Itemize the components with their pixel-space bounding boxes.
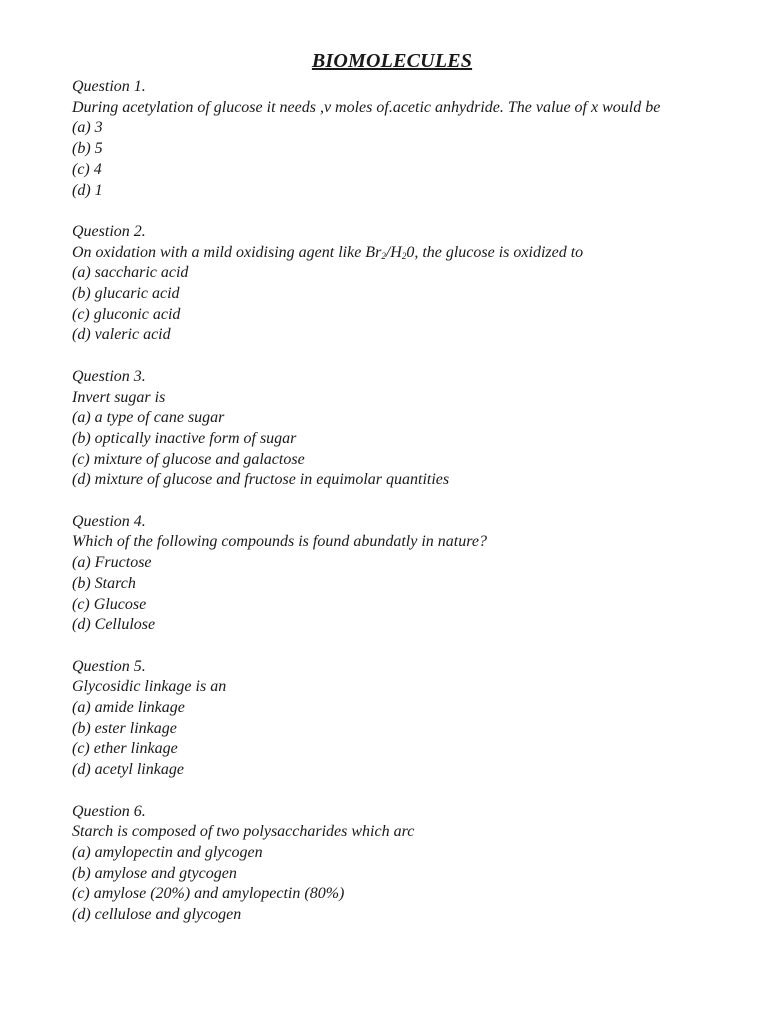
question-spacer xyxy=(72,636,712,657)
option-c: (c) amylose (20%) and amylopectin (80%) xyxy=(72,885,345,903)
question-prompt: Invert sugar is xyxy=(72,388,166,406)
option-b: (b) glucaric acid xyxy=(72,285,180,303)
question-prompt xyxy=(72,243,712,264)
option-a: (a) a type of cane sugar xyxy=(72,409,225,427)
document-title: BIOMOLECULES xyxy=(311,50,473,72)
question-spacer xyxy=(72,781,712,802)
question-heading: Question 2. xyxy=(72,222,146,240)
question-spacer xyxy=(72,201,712,222)
question-heading: Question 4. xyxy=(72,512,146,530)
option-b: (b) 5 xyxy=(72,140,103,158)
question-heading: Question 5. xyxy=(72,657,146,675)
subscript: 2 xyxy=(401,250,407,261)
option-c: (c) gluconic acid xyxy=(72,305,181,323)
option-list xyxy=(72,408,712,491)
option-list xyxy=(72,118,712,201)
question-2 xyxy=(72,222,712,367)
option-d: (d) 1 xyxy=(72,181,103,199)
option-d: (d) valeric acid xyxy=(72,326,171,344)
option-list xyxy=(72,698,712,781)
option-d: (d) acetyl linkage xyxy=(72,761,184,779)
option-d: (d) Cellulose xyxy=(72,616,156,634)
option-b: (b) amylose and gtycogen xyxy=(72,864,237,882)
question-heading: Question 1. xyxy=(72,78,146,95)
option-list xyxy=(72,553,712,636)
question-6 xyxy=(72,802,712,926)
option-c: (c) 4 xyxy=(72,160,102,178)
question-3 xyxy=(72,367,712,512)
option-c: (c) ether linkage xyxy=(72,740,178,758)
option-a: (a) amylopectin and glycogen xyxy=(72,843,263,861)
option-a: (a) 3 xyxy=(72,119,103,137)
option-list xyxy=(72,263,712,346)
option-a: (a) saccharic acid xyxy=(72,264,189,282)
option-a: (a) amide linkage xyxy=(72,699,185,717)
option-c: (c) mixture of glucose and galactose xyxy=(72,450,305,468)
option-a: (a) Fructose xyxy=(72,554,152,572)
option-b: (b) ester linkage xyxy=(72,719,177,737)
option-d: (d) mixture of glucose and fructose in equimolar quantities xyxy=(72,471,450,489)
option-b: (b) Starch xyxy=(72,574,136,592)
question-prompt: Starch is composed of two polysaccharides which arc xyxy=(72,823,415,841)
prompt-text: /H xyxy=(385,243,402,261)
question-1 xyxy=(72,77,712,222)
question-4 xyxy=(72,512,712,657)
prompt-text: 0, the glucose is oxidized to xyxy=(406,243,584,261)
question-spacer xyxy=(72,346,712,367)
option-d: (d) cellulose and glycogen xyxy=(72,906,242,924)
question-5 xyxy=(72,657,712,802)
question-spacer xyxy=(72,491,712,512)
subscript: 2 xyxy=(381,250,386,261)
option-c: (c) Glucose xyxy=(72,595,147,613)
option-list xyxy=(72,843,712,926)
option-b: (b) optically inactive form of sugar xyxy=(72,429,297,447)
question-heading: Question 3. xyxy=(72,367,146,385)
document-page xyxy=(72,48,712,926)
question-prompt: Glycosidic linkage is an xyxy=(72,678,227,696)
question-heading: Question 6. xyxy=(72,802,146,820)
question-prompt: During acetylation of glucose it needs ,v moles of.acetic anhydride. The value of x would be xyxy=(72,98,661,116)
prompt-text: On oxidation with a mild oxidising agent like Br xyxy=(72,243,382,261)
question-prompt: Which of the following compounds is found abundatly in nature? xyxy=(72,533,487,551)
